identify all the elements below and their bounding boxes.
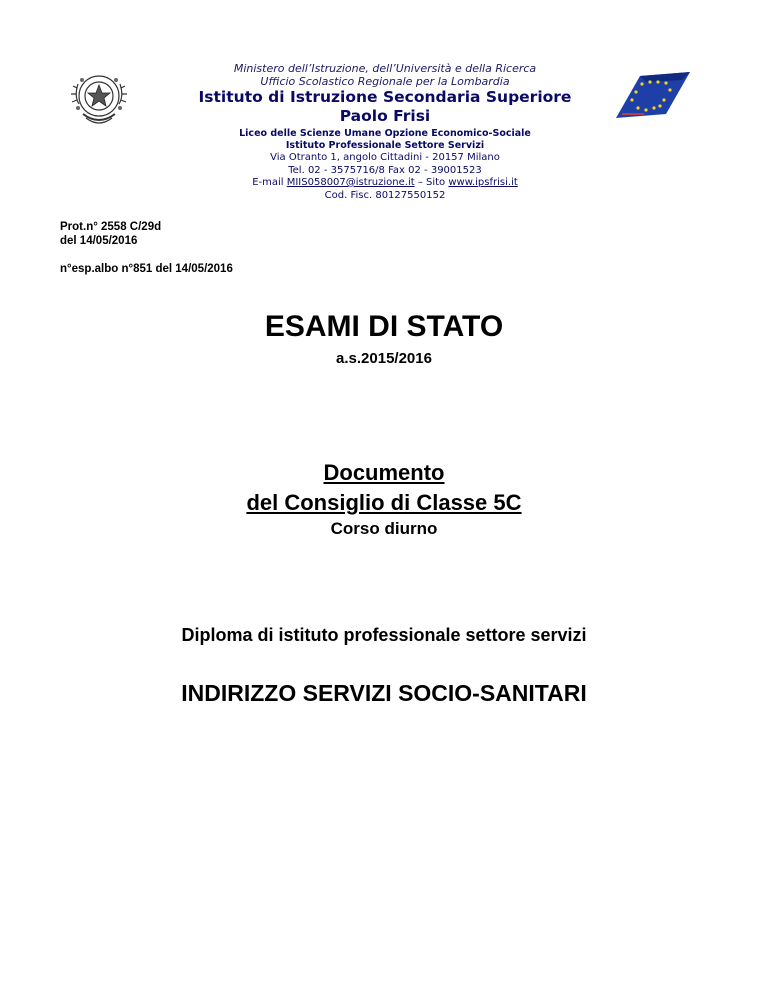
school-name-line-1: Istituto di Istruzione Secondaria Superiore [198,88,572,106]
document-title-line-2: del Consiglio di Classe 5C [246,490,522,515]
protocol-block [60,220,161,248]
ministry-line-1: Ministero dell’Istruzione, dell’Università e della Ricerca [233,62,537,75]
document-title [0,458,768,518]
albo-number: n°esp.albo n°851 del 14/05/2016 [60,263,233,275]
school-name-line-2: Paolo Frisi [339,107,431,125]
phone-line: Tel. 02 - 3575716/8 Fax 02 - 39001523 [288,164,482,176]
eu-flag-logo [612,70,692,122]
website-link[interactable]: www.ipsfrisi.it [448,177,518,188]
protocol-date: del 14/05/2016 [60,235,138,247]
site-separator: – Sito [414,177,449,188]
contact-line [160,177,610,190]
address-line: Via Otranto 1, angolo Cittadini - 20157 Milano [270,152,500,163]
exam-title: ESAMI DI STATO [264,310,504,343]
fiscal-code-line: Cod. Fisc. 80127550152 [324,189,446,201]
document-title-line-1: Documento [323,460,445,485]
email-prefix: E-mail [252,177,287,188]
protocol-number: Prot.n° 2558 C/29d [60,221,162,233]
letterhead [160,62,610,202]
diploma-line: Diploma di istituto professionale settore servizi [181,625,587,645]
course-type: Corso diurno [330,519,438,538]
ministry-line-2: Ufficio Scolastico Regionale per la Lombardia [260,75,510,88]
istituto-professionale-line: Istituto Professionale Settore Servizi [285,140,485,151]
school-year: a.s.2015/2016 [336,350,432,367]
italian-republic-emblem [68,66,130,130]
indirizzo-line: INDIRIZZO SERVIZI SOCIO-SANITARI [181,680,587,706]
email-link[interactable]: MIIS058007@istruzione.it [286,177,415,188]
liceo-line: Liceo delle Scienze Umane Opzione Economico-Sociale [239,128,531,139]
